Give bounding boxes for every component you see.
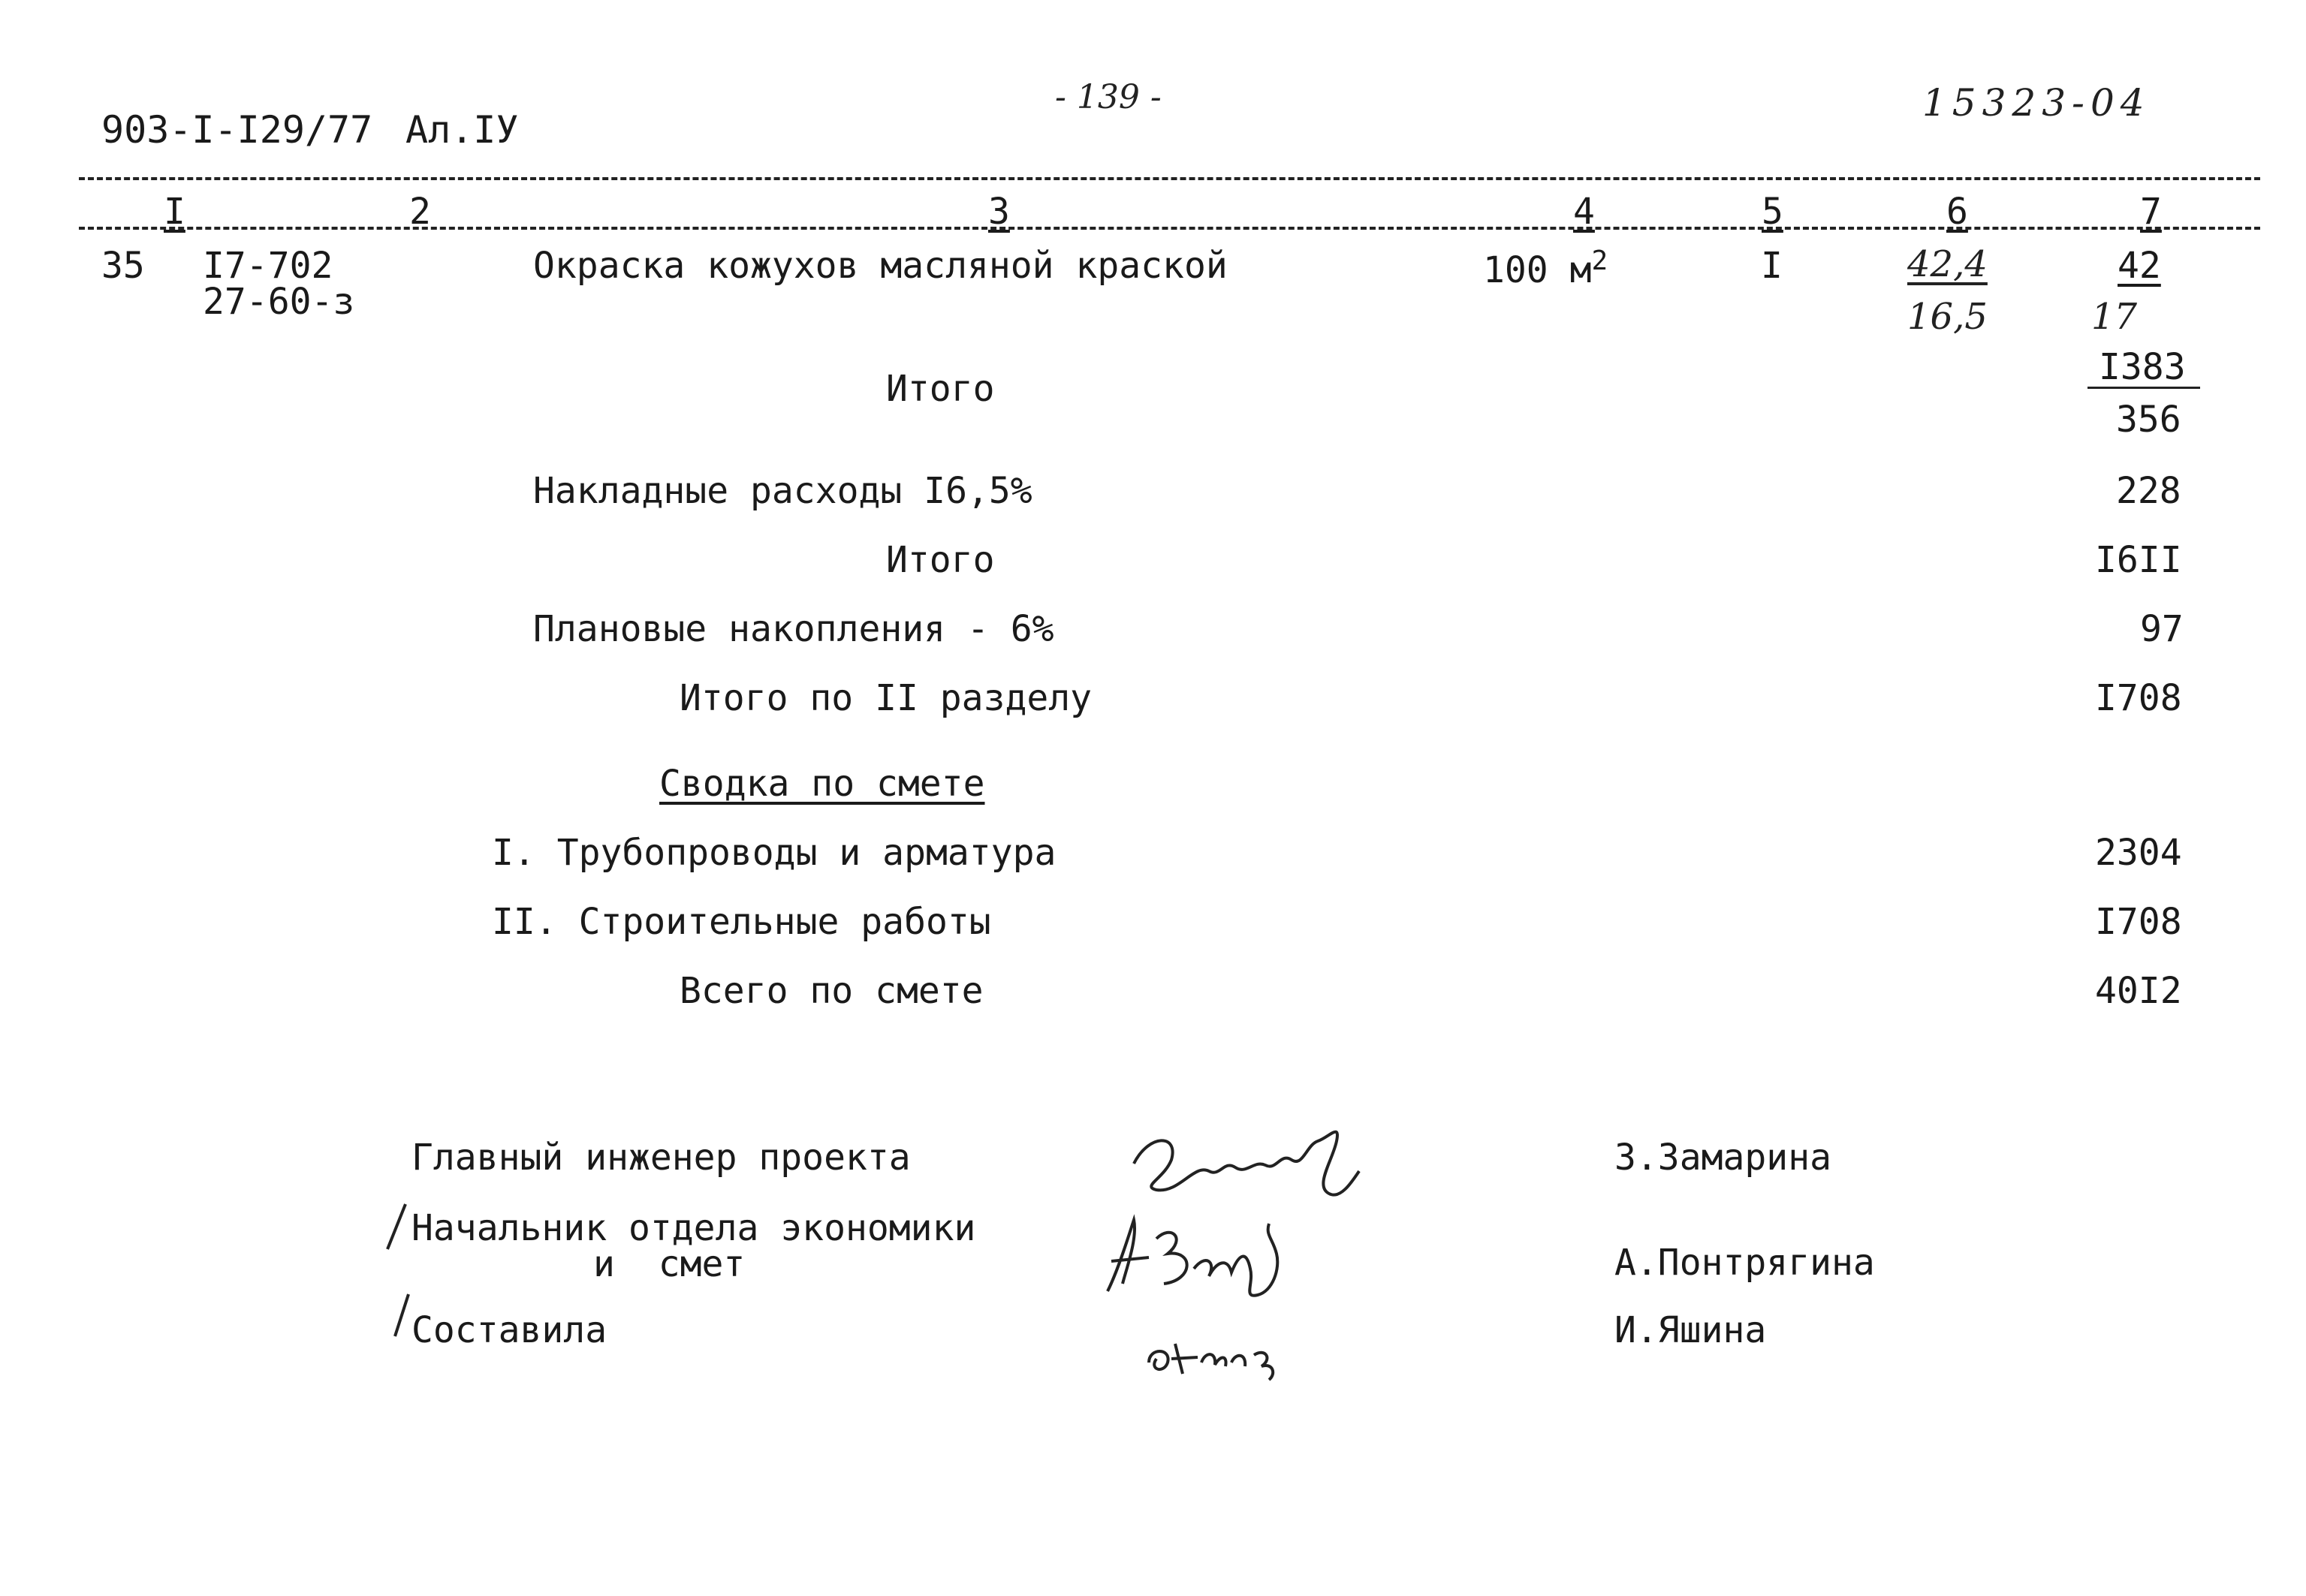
row-unit-text: 100 м <box>1483 249 1592 291</box>
column-number-7: 7 <box>2140 191 2162 233</box>
itogo-value-2: I6II <box>2095 539 2182 581</box>
archive-number: 15323-04 <box>1922 81 2151 125</box>
column-number-5: 5 <box>1762 191 1783 233</box>
column-number-4: 4 <box>1573 191 1595 233</box>
svodka-total-label: Всего по смете <box>680 970 984 1012</box>
signature-role-chief-engineer: Главный инженер проекта <box>411 1137 911 1179</box>
row-work-name: Окраска кожухов масляной краской <box>533 245 1228 287</box>
svodka-item-1-value: 2304 <box>2095 832 2182 874</box>
page-number: - 139 - <box>1055 78 1162 116</box>
column-number-1: I <box>164 191 185 233</box>
signature-role-compiler: Составила <box>411 1309 607 1351</box>
section-total-value: I708 <box>2095 677 2182 719</box>
itogo-value-top: I383 <box>2099 346 2186 388</box>
row-code-2: 27-60-з <box>203 281 355 323</box>
handwritten-signature-1 <box>1126 1119 1367 1209</box>
row-unit <box>1483 245 1608 291</box>
row-quantity: I <box>1761 245 1783 287</box>
signature-role-head-of-department-line2: и смет <box>593 1243 746 1285</box>
itogo-label-2: Итого <box>886 539 995 581</box>
row-price-bottom: 16,5 <box>1907 296 1988 338</box>
itogo-label-1: Итого <box>886 368 995 410</box>
column-number-2: 2 <box>409 191 431 233</box>
itogo-value-bottom: 356 <box>2116 399 2181 441</box>
planned-savings-label: Плановые накопления - 6% <box>533 608 1054 650</box>
slash-mark-1 <box>381 1201 411 1254</box>
handwritten-signature-2 <box>1096 1209 1292 1306</box>
svodka-item-2-label: II. Строительные работы <box>492 901 991 943</box>
itogo-fraction-line <box>2087 387 2200 389</box>
svodka-item-2-value: I708 <box>2095 901 2182 943</box>
svodka-total-value: 40I2 <box>2095 970 2182 1012</box>
document-code: 903-I-I29/77 <box>101 108 373 152</box>
planned-savings-value: 97 <box>2140 608 2184 650</box>
svodka-title: Сводка по смете <box>659 763 985 805</box>
signature-name-1: З.Замарина <box>1614 1137 1831 1179</box>
row-price-top: 42,4 <box>1907 243 1988 285</box>
handwritten-signature-3 <box>1141 1321 1292 1381</box>
signature-name-2: А.Понтрягина <box>1614 1242 1875 1284</box>
signature-role-head-of-department: Начальник отдела экономики <box>411 1207 976 1249</box>
table-header-rule <box>79 227 2260 230</box>
row-unit-superscript: 2 <box>1591 245 1608 276</box>
row-number: 35 <box>101 245 145 287</box>
column-number-6: 6 <box>1946 191 1968 233</box>
section-total-label: Итого по II разделу <box>680 677 1093 719</box>
overhead-value: 228 <box>2116 470 2181 512</box>
column-number-3: 3 <box>988 191 1010 233</box>
table-top-rule <box>79 177 2260 180</box>
signature-name-3: И.Яшина <box>1614 1309 1767 1351</box>
album-number: Ал.IУ <box>405 108 519 152</box>
row-total-bottom: 17 <box>2091 296 2138 338</box>
row-code-1: I7-702 <box>203 245 333 287</box>
svodka-item-1-label: I. Трубопроводы и арматура <box>492 832 1057 874</box>
overhead-label: Накладные расходы I6,5% <box>533 470 1032 512</box>
row-total-top: 42 <box>2118 245 2161 287</box>
